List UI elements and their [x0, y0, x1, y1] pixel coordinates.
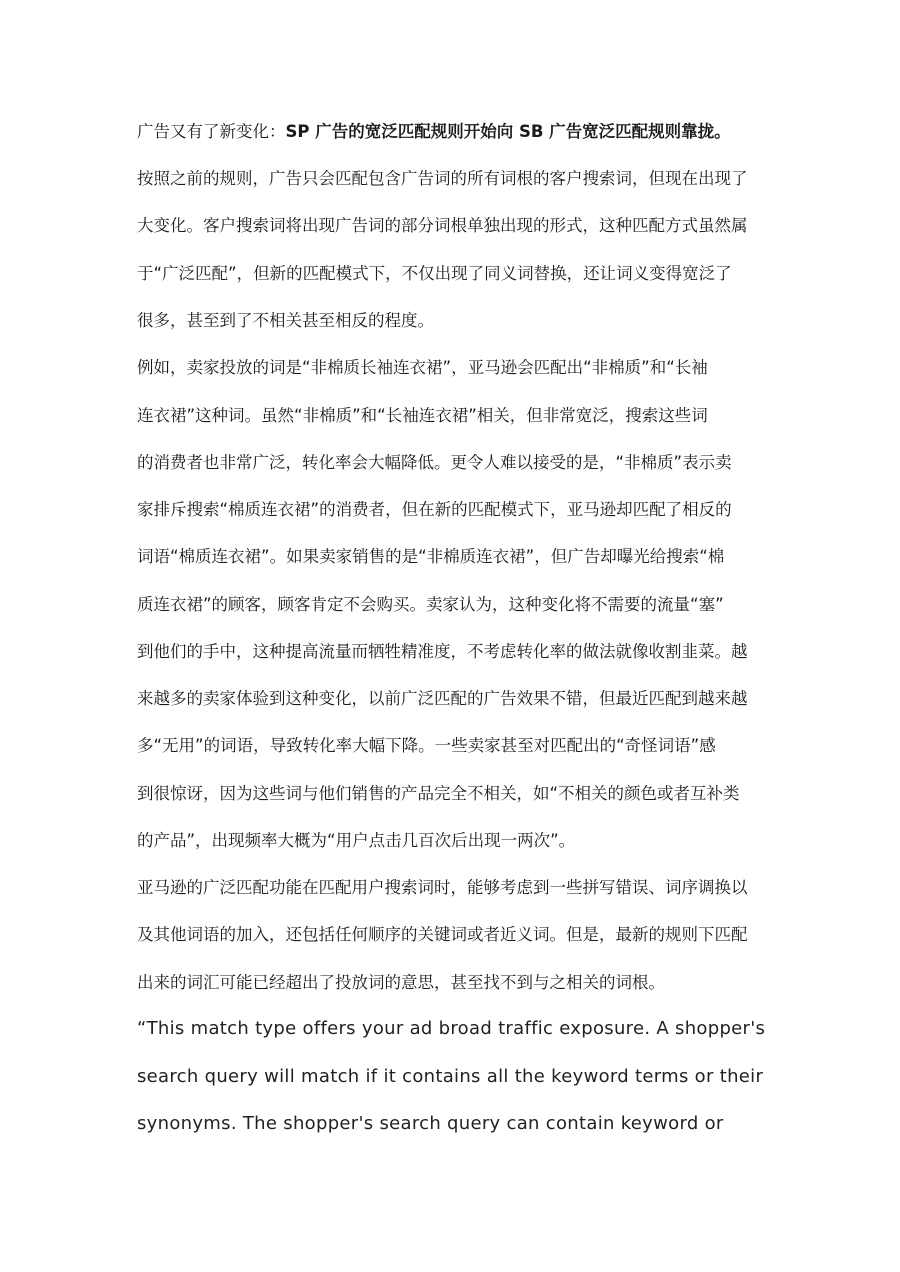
paragraph-line: 连衣裙”这种词。虽然“非棉质”和“长袖连衣裙”相关，但非常宽泛，搜索这些词	[137, 406, 708, 425]
intro-bold-text: SP 广告的宽泛匹配规则开始向 SB 广告宽泛匹配规则靠拢。	[285, 122, 731, 141]
paragraph-line: 到很惊讶，因为这些词与他们销售的产品完全不相关，如“不相关的颜色或者互补类	[137, 784, 740, 803]
english-quote-line: “This match type offers your ad broad traffic exposure. A shopper's	[137, 1018, 766, 1039]
english-quote-line: search query will match if it contains all the keyword terms or their	[137, 1066, 764, 1087]
paragraph-line: 词语“棉质连衣裙”。如果卖家销售的是“非棉质连衣裙”，但广告却曝光给搜索“棉	[137, 547, 725, 566]
paragraph-line: 例如，卖家投放的词是“非棉质长袖连衣裙”，亚马逊会匹配出“非棉质”和“长袖	[137, 358, 708, 377]
paragraph-line: 出来的词汇可能已经超出了投放词的意思，甚至找不到与之相关的词根。	[137, 973, 665, 992]
paragraph-line: 的产品”，出现频率大概为“用户点击几百次后出现一两次”。	[137, 831, 576, 850]
paragraph-line: 很多，甚至到了不相关甚至相反的程度。	[137, 311, 434, 330]
paragraph-line: 质连衣裙”的顾客，顾客肯定不会购买。卖家认为，这种变化将不需要的流量“塞”	[137, 595, 724, 614]
paragraph-line: 家排斥搜索“棉质连衣裙”的消费者，但在新的匹配模式下，亚马逊却匹配了相反的	[137, 500, 732, 519]
intro-line	[137, 120, 777, 144]
paragraph-line: 及其他词语的加入，还包括任何顺序的关键词或者近义词。但是，最新的规则下匹配	[137, 925, 748, 944]
paragraph-line: 多“无用”的词语，导致转化率大幅下降。一些卖家甚至对匹配出的“奇怪词语”感	[137, 736, 716, 755]
intro-plain-text: 广告又有了新变化：	[137, 122, 286, 141]
paragraph-line: 到他们的手中，这种提高流量而牺牲精准度，不考虑转化率的做法就像收割韭菜。越	[137, 642, 748, 661]
paragraph-line: 的消费者也非常广泛，转化率会大幅降低。更令人难以接受的是，“非棉质”表示卖	[137, 453, 732, 472]
paragraph-line: 亚马逊的广泛匹配功能在匹配用户搜索词时，能够考虑到一些拼写错误、词序调换以	[137, 878, 748, 897]
paragraph-line: 按照之前的规则，广告只会匹配包含广告词的所有词根的客户搜索词，但现在出现了	[137, 169, 748, 188]
english-quote-line: synonyms. The shopper's search query can contain keyword or	[137, 1113, 724, 1134]
paragraph-line: 大变化。客户搜索词将出现广告词的部分词根单独出现的形式，这种匹配方式虽然属	[137, 216, 748, 235]
paragraph-line: 于“广泛匹配”，但新的匹配模式下，不仅出现了同义词替换，还让词义变得宽泛了	[137, 264, 732, 283]
paragraph-line: 来越多的卖家体验到这种变化，以前广泛匹配的广告效果不错，但最近匹配到越来越	[137, 689, 748, 708]
